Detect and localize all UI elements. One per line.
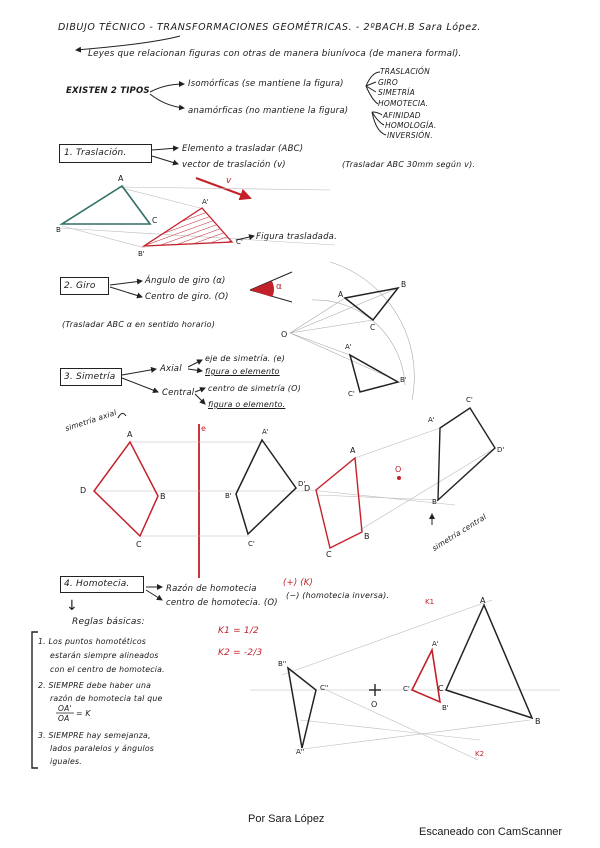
simetria-axial-item1: eje de simetría. (e)	[205, 354, 286, 363]
central-label-a: A	[350, 446, 356, 455]
sim-label-b: B	[160, 492, 166, 501]
simetria-central-item2: figura o elemento.	[208, 400, 286, 409]
homo-label-a-prime: A'	[432, 640, 439, 648]
giro-triangle-rotated	[350, 355, 398, 392]
homo-label-b: B	[535, 717, 541, 726]
homo-label-b-prime: B'	[442, 704, 449, 712]
rhombus-original	[94, 442, 158, 536]
ana-item-afinidad: AFINIDAD	[383, 111, 421, 120]
title-underline-arrow	[76, 36, 180, 50]
center-point-o	[397, 476, 401, 480]
isomorphic-text: Isomórficas (se mantiene la figura)	[188, 79, 344, 89]
central-label-d: D	[304, 484, 311, 493]
simetria-arrow-c2	[195, 394, 205, 404]
giro-arrow-2	[110, 287, 142, 297]
simetria-arrow-central	[122, 378, 158, 392]
giro-item-angle: Ángulo de giro (α)	[145, 276, 226, 286]
central-guide-2	[355, 428, 440, 458]
anamorphic-text: anamórficas (no mantiene la figura)	[188, 106, 349, 116]
types-bracket-iso	[150, 84, 184, 92]
homotecia-guide-4	[322, 688, 478, 760]
rule-1-line-1: 1. Los puntos homotéticos	[38, 637, 147, 646]
down-arrow-icon: ↓	[66, 598, 78, 614]
sim-label-d: D	[80, 486, 87, 495]
rule-2-line-1: 2. SIEMPRE debe haber una	[38, 681, 152, 690]
types-intro: EXISTEN 2 TIPOS	[66, 86, 150, 96]
giro-label-b: B	[401, 280, 407, 289]
label-point-c: C	[152, 216, 158, 225]
giro-item-center: Centro de giro. (O)	[145, 292, 229, 302]
homo-label-c-double: C''	[320, 684, 329, 692]
k1-value: K1 = 1/2	[218, 626, 259, 636]
traslacion-arrow-2	[152, 156, 178, 164]
rule-2-eq-num: OA'	[58, 704, 72, 713]
simetria-central-item1: centro de simetría (O)	[208, 384, 301, 393]
central-label-c: C	[326, 550, 332, 559]
rule-2-eq-den: OA	[58, 714, 70, 723]
label-point-b-prime: B'	[138, 250, 145, 258]
giro-arc-1	[312, 300, 405, 385]
k2-value: K2 = -2/3	[218, 648, 263, 658]
central-guide-4	[318, 495, 438, 500]
giro-guide-1	[290, 298, 345, 333]
iso-item-traslacion: TRASLACIÓN	[380, 67, 430, 76]
homotecia-item-center: centro de homotecia. (O)	[166, 598, 278, 608]
label-point-a: A	[118, 174, 124, 183]
simetria-arrow-a2	[188, 369, 202, 371]
giro-label-a: A	[338, 290, 344, 299]
label-point-b: B	[56, 226, 61, 234]
homo-label-k1: K1	[425, 598, 435, 606]
quad-reflected	[438, 408, 495, 500]
homo-label-a-double: A''	[296, 748, 305, 756]
triangle-homotecia-k2	[288, 668, 316, 748]
sim-label-a: A	[127, 430, 133, 439]
simetria-arrow-axial	[122, 369, 156, 375]
angle-alpha-fill	[250, 281, 274, 297]
iso-item-homotecia: HOMOTECIA.	[378, 99, 429, 108]
simetria-arrow-c1	[195, 388, 205, 392]
label-alpha: α	[276, 282, 282, 292]
footer-scanner: Escaneado con CamScanner	[419, 826, 563, 838]
traslacion-arrow-1	[152, 148, 178, 150]
simetria-axial: Axial	[160, 364, 182, 374]
types-bracket-ana	[150, 94, 184, 108]
quad-original	[316, 458, 362, 548]
homotecia-ratio-note: (+) (K)	[283, 578, 314, 588]
homo-label-a: A	[480, 596, 486, 605]
ana-bracket	[372, 112, 386, 135]
giro-guide-4	[290, 333, 350, 355]
sim-label-a-prime: A'	[262, 428, 269, 436]
central-label-d-prime: D'	[497, 446, 505, 454]
homotecia-label: 4. Homotecia.	[64, 579, 130, 589]
homo-label-o: O	[371, 700, 378, 709]
rule-2-eq-rhs: = K	[76, 709, 91, 718]
giro-arrow-1	[110, 281, 142, 285]
central-label-b: B	[364, 532, 370, 541]
caption-axial-hook	[118, 413, 126, 418]
rule-2-line-2: razón de homotecia tal que	[50, 694, 163, 703]
traslacion-guide-4	[62, 226, 145, 248]
simetria-axial-item2: figura o elemento	[205, 367, 280, 376]
rules-title: Reglas básicas:	[72, 617, 145, 627]
giro-label-o: O	[281, 330, 288, 339]
label-point-c-prime: C'	[236, 238, 243, 246]
simetria-label: 3. Simetría	[64, 372, 116, 382]
traslacion-item-element: Elemento a trasladar (ABC)	[182, 144, 304, 154]
giro-label: 2. Giro	[64, 281, 96, 291]
simetria-arrow-a1	[188, 360, 202, 367]
definition-text: Leyes que relacionan figuras con otras de manera biunívoca (de manera formal).	[88, 49, 462, 59]
homo-label-b-double: B''	[278, 660, 287, 668]
triangle-abc-translated	[144, 208, 232, 246]
homotecia-guide-3	[295, 720, 530, 750]
homo-label-c: C	[438, 684, 444, 693]
rule-3-line-2: lados paralelos y ángulos	[50, 744, 155, 753]
giro-label-c: C	[370, 323, 376, 332]
traslacion-item-vector: vector de traslación (v)	[182, 160, 286, 170]
traslacion-note: (Trasladar ABC 30mm según v).	[342, 160, 476, 169]
homotecia-guide-2	[282, 600, 492, 675]
central-label-o: O	[395, 465, 402, 474]
sim-label-d-prime: D'	[298, 480, 306, 488]
rule-1-line-2: estarán siempre alineados	[50, 651, 159, 660]
homo-label-k2: K2	[475, 750, 485, 758]
giro-guide-2	[290, 288, 398, 333]
giro-note: (Trasladar ABC α en sentido horario)	[62, 320, 216, 329]
sim-label-b-prime: B'	[225, 492, 232, 500]
giro-label-a-prime: A'	[345, 343, 352, 351]
rule-1-line-3: con el centro de homotecia.	[50, 665, 165, 674]
page-title: DIBUJO TÉCNICO - TRANSFORMACIONES GEOMÉTRICAS. - 2ºBACH.B Sara López.	[58, 22, 481, 33]
homotecia-item-ratio: Razón de homotecia	[166, 584, 257, 594]
rules-bracket	[32, 632, 38, 768]
ana-item-homologia: HOMOLOGÍA.	[385, 121, 437, 130]
iso-item-giro: GIRO	[378, 78, 398, 87]
traslacion-label: 1. Traslación.	[64, 148, 127, 158]
giro-guide-5	[290, 333, 395, 380]
iso-bracket	[366, 72, 380, 104]
homotecia-arrow-2	[146, 590, 162, 600]
giro-guide-3	[290, 320, 376, 333]
homotecia-center-note: (−) (homotecia inversa).	[286, 591, 390, 600]
central-guide-3	[360, 448, 495, 530]
central-label-c-prime: C'	[466, 396, 473, 404]
central-label-a-prime: A'	[428, 416, 435, 424]
giro-label-b-prime: B'	[400, 376, 407, 384]
label-vector-v: v	[226, 176, 232, 186]
sim-label-c: C	[136, 540, 142, 549]
ana-item-inversion: INVERSIÓN.	[387, 131, 433, 140]
traslacion-result: Figura trasladada.	[256, 232, 337, 242]
iso-item-simetria: SIMETRÍA	[378, 88, 415, 97]
simetria-central: Central	[162, 388, 195, 398]
central-label-b-prime: B'	[432, 498, 439, 506]
caption-simetria-axial: simetría axial	[63, 407, 118, 434]
giro-label-c-prime: C'	[348, 390, 355, 398]
rule-3-line-1: 3. SIEMPRE hay semejanza,	[38, 731, 151, 740]
footer-author: Por Sara López	[248, 813, 325, 825]
label-axis-e: e	[201, 424, 206, 433]
homo-label-c-prime: C'	[403, 685, 410, 693]
sim-label-c-prime: C'	[248, 540, 255, 548]
triangle-homotecia-k1	[412, 650, 440, 702]
caption-simetria-central: simetría central	[430, 512, 489, 553]
rule-3-line-3: iguales.	[50, 757, 82, 766]
label-point-a-prime: A'	[202, 198, 209, 206]
rhombus-reflected	[236, 440, 296, 534]
triangle-homotecia-abc	[446, 605, 532, 718]
